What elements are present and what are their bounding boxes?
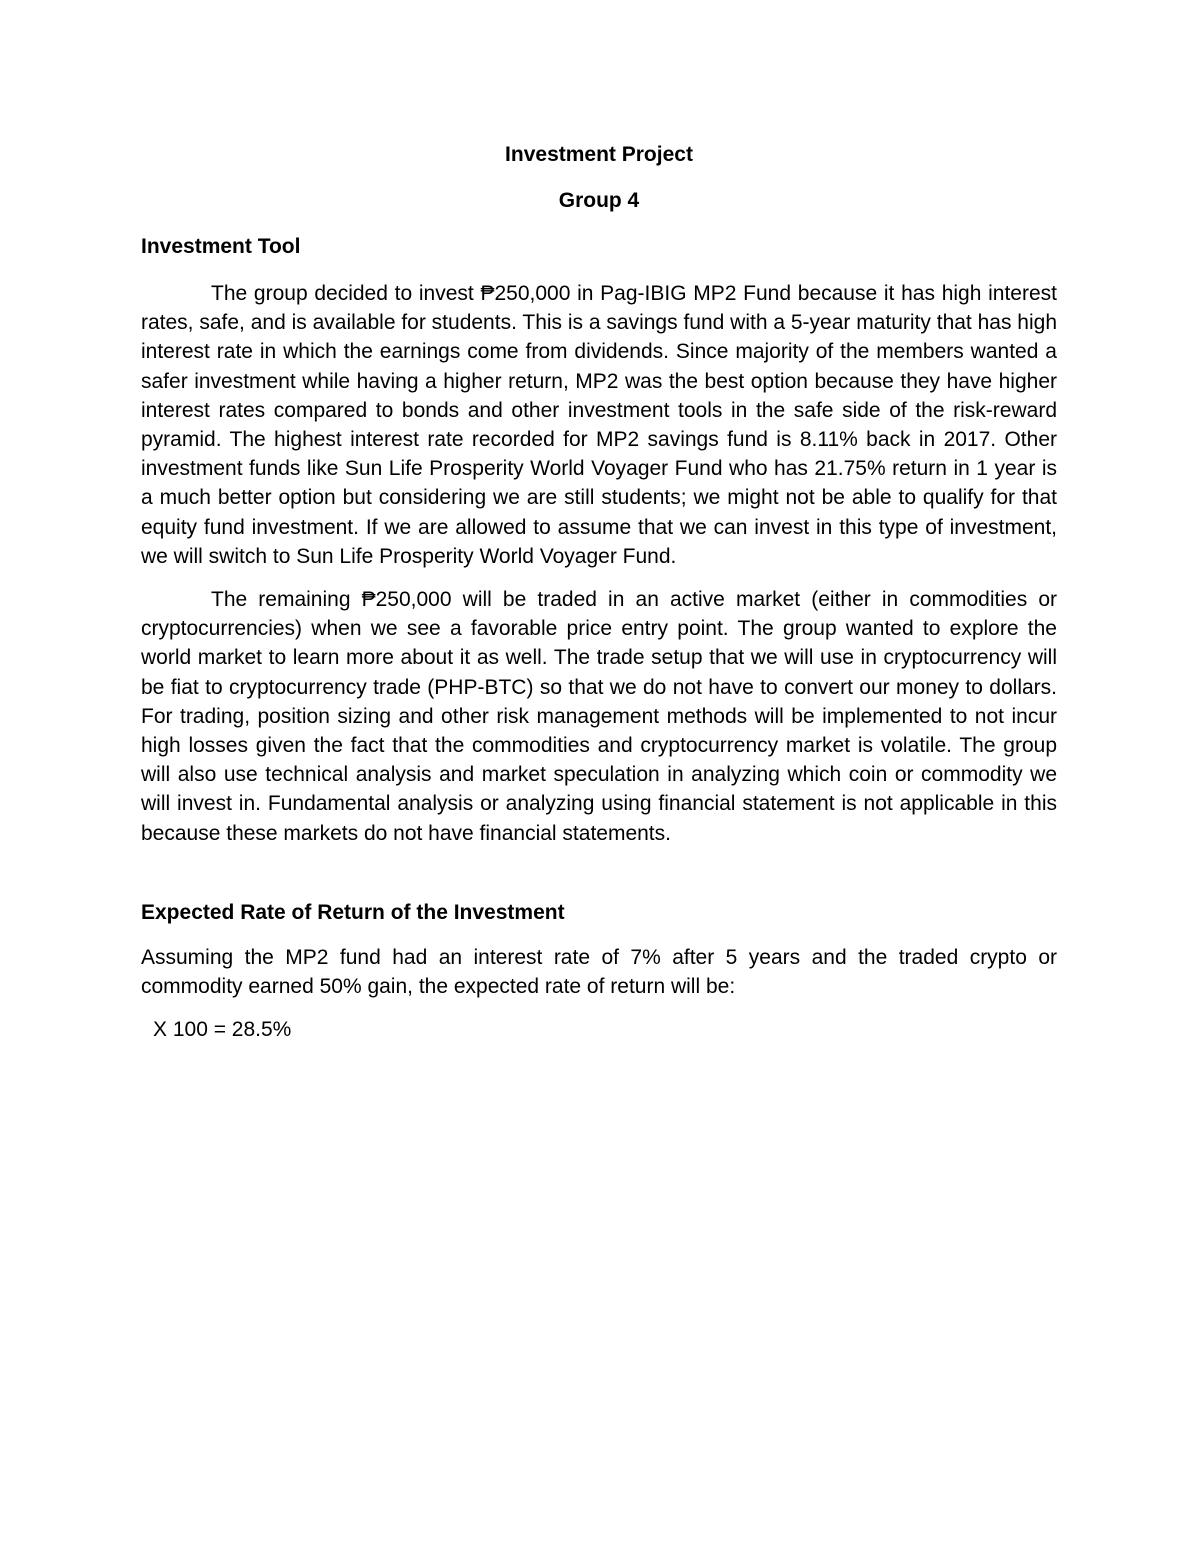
paragraph-expected-return: Assuming the MP2 fund had an interest rate of 7% after 5 years and the traded crypto or commodity earned 50% gain, the expected rate of return will be:	[141, 945, 1057, 999]
paragraph-investment-tool-2: The remaining ₱250,000 will be traded in an active market (either in commodities or cryptocurrencies) when we see a favorable price entry point. The group wanted to explore the world market to learn more about it as well. The trade setup that we will use in cryptocurrency will be fiat to cryptocurrency trade (PHP-BTC) so that we do not have to convert our money to dollars. For trading, position sizing and other risk management methods will be implemented to not incur high losses given the fact that the commodities and cryptocurrency market is volatile. The group will also use technical analysis and market speculation in analyzing which coin or commodity we will invest in. Fundamental analysis or analyzing using financial statement is not applicable in this because these markets do not have financial statements.	[141, 588, 1057, 845]
formula-line: X 100 = 28.5%	[153, 1018, 292, 1042]
document-subtitle: Group 4	[558, 189, 640, 212]
section-heading-expected-return: Expected Rate of Return of the Investment	[141, 900, 565, 924]
document-title: Investment Project	[505, 143, 693, 166]
document-page	[141, 140, 1057, 1044]
section-heading-investment-tool: Investment Tool	[141, 235, 301, 258]
paragraph-investment-tool-1: The group decided to invest ₱250,000 in Pag-IBIG MP2 Fund because it has high interest rates, safe, and is available for students. This is a savings fund with a 5-year maturity that has high interest rate in which the earnings come from dividends. Since majority of the members wanted a safer investment while having a higher return, MP2 was the best option because they have higher interest rates compared to bonds and other investment tools in the safe side of the risk-reward pyramid. The highest interest rate recorded for MP2 savings fund is 8.11% back in 2017. Other investment funds like Sun Life Prosperity World Voyager Fund who has 21.75% return in 1 year is a much better option but considering we are still students; we might not be able to qualify for that equity fund investment. If we are allowed to assume that we can invest in this type of investment, we will switch to Sun Life Prosperity World Voyager Fund.	[141, 282, 1057, 568]
